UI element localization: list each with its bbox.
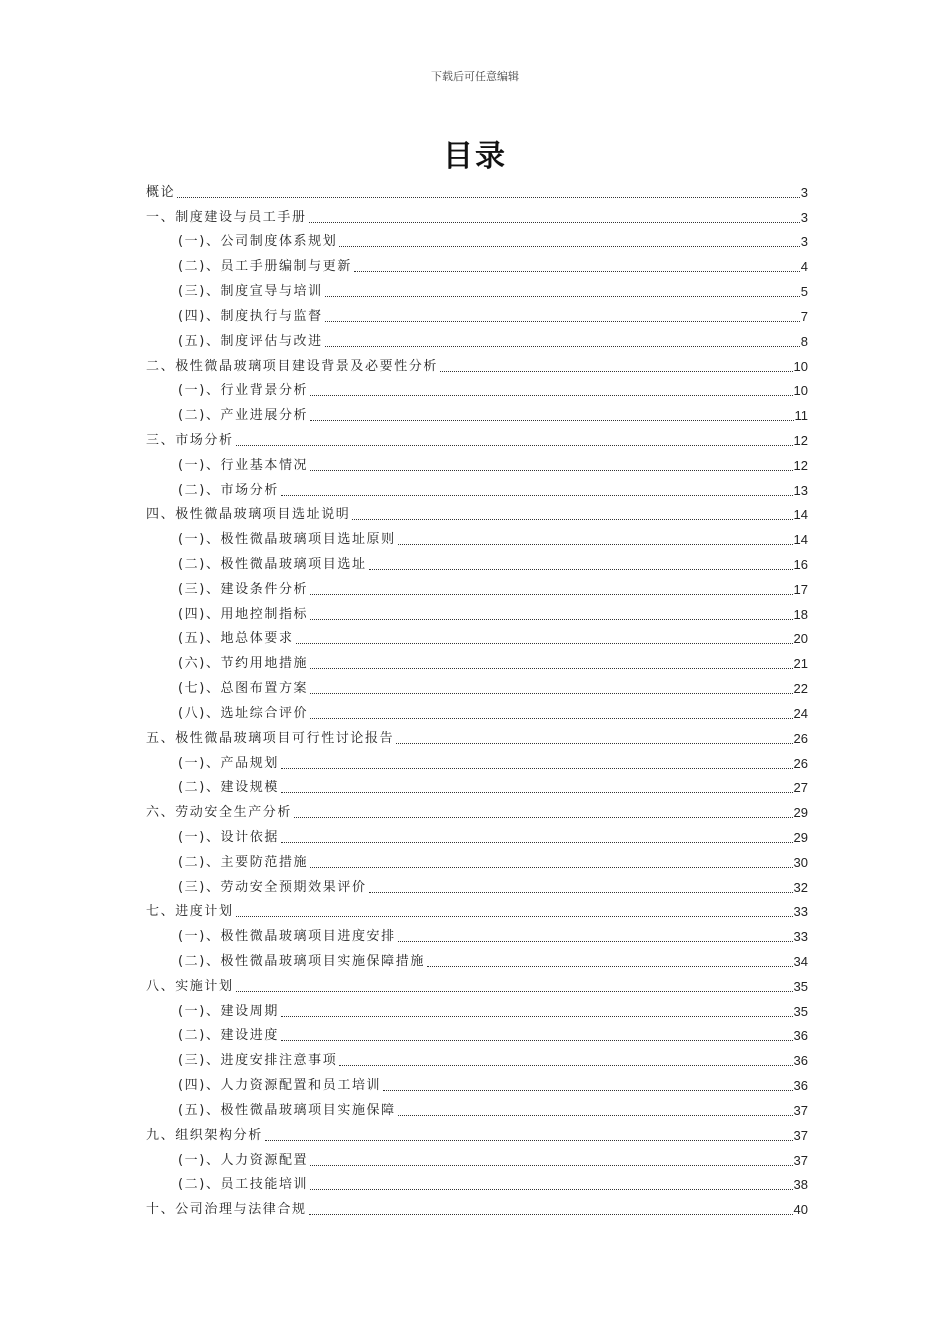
dot-leader xyxy=(310,1165,792,1166)
toc-entry-label: (三)、劳动安全预期效果评价 xyxy=(178,879,367,895)
toc-entry-label: 五、极性微晶玻璃项目可行性讨论报告 xyxy=(146,730,395,746)
toc-subentry[interactable] xyxy=(146,945,808,970)
dot-leader xyxy=(309,222,800,223)
toc-subentry[interactable] xyxy=(146,325,808,350)
toc-subentry[interactable] xyxy=(146,821,808,846)
toc-entry-page-number: 30 xyxy=(793,854,808,870)
toc-entry-label: (一)、极性微晶玻璃项目进度安排 xyxy=(178,929,396,945)
toc-subentry[interactable] xyxy=(146,672,808,697)
toc-entry-label: (二)、市场分析 xyxy=(178,482,279,498)
toc-entry-page-number: 14 xyxy=(793,532,808,548)
toc-entry-label: (四)、用地控制指标 xyxy=(178,606,309,622)
toc-subentry[interactable] xyxy=(146,747,808,772)
toc-entry-label: (五)、制度评估与改进 xyxy=(178,333,323,349)
dot-leader xyxy=(325,321,800,322)
toc-entry[interactable] xyxy=(146,1119,808,1144)
toc-entry-label: (二)、产业进展分析 xyxy=(178,408,309,424)
toc-entry-label: (二)、建设进度 xyxy=(178,1028,279,1044)
toc-subentry[interactable] xyxy=(146,275,808,300)
toc-entry-page-number: 27 xyxy=(793,780,808,796)
toc-entry-label: 一、制度建设与员工手册 xyxy=(146,209,307,225)
toc-entry-page-number: 26 xyxy=(793,755,808,771)
toc-entry-label: (一)、极性微晶玻璃项目选址原则 xyxy=(178,532,396,548)
dot-leader xyxy=(310,693,792,694)
toc-entry-label: (一)、人力资源配置 xyxy=(178,1152,309,1168)
toc-entry-label: (二)、极性微晶玻璃项目选址 xyxy=(178,557,367,572)
dot-leader xyxy=(309,1214,793,1215)
toc-subentry[interactable] xyxy=(146,598,808,623)
toc-subentry[interactable] xyxy=(146,449,808,474)
dot-leader xyxy=(369,569,793,570)
toc-entry-label: 十、公司治理与法律合规 xyxy=(146,1202,307,1218)
dot-leader xyxy=(398,941,793,942)
toc-entry-label: (四)、人力资源配置和员工培训 xyxy=(178,1078,382,1094)
dot-leader xyxy=(354,271,800,272)
toc-entry-label: (三)、制度宣导与培训 xyxy=(178,284,323,300)
toc-entry-page-number: 29 xyxy=(793,829,808,845)
toc-entry-label: 概论 xyxy=(146,184,176,200)
toc-entry[interactable] xyxy=(146,970,808,995)
toc-subentry[interactable] xyxy=(146,1144,808,1169)
dot-leader xyxy=(310,594,792,595)
toc-subentry[interactable] xyxy=(146,375,808,400)
toc-entry-label: (六)、节约用地措施 xyxy=(178,656,309,672)
dot-leader xyxy=(177,197,800,198)
toc-entry-label: (三)、进度安排注意事项 xyxy=(178,1053,338,1069)
toc-subentry[interactable] xyxy=(146,573,808,598)
dot-leader xyxy=(296,643,793,644)
toc-entry-page-number: 18 xyxy=(793,606,808,622)
toc-entry-label: (八)、选址综合评价 xyxy=(178,705,309,721)
toc-entry-label: (四)、制度执行与监督 xyxy=(178,308,323,324)
dot-leader xyxy=(310,867,792,868)
dot-leader xyxy=(339,1065,792,1066)
toc-subentry[interactable] xyxy=(146,623,808,648)
toc-entry-page-number: 3 xyxy=(800,234,808,250)
toc-entry-label: (二)、极性微晶玻璃项目实施保障措施 xyxy=(178,954,425,969)
toc-subentry[interactable] xyxy=(146,647,808,672)
header-note: 下载后可任意编辑 xyxy=(431,70,519,83)
dot-leader xyxy=(281,842,793,843)
toc-subentry[interactable] xyxy=(146,474,808,499)
toc-subentry[interactable] xyxy=(146,548,808,573)
toc-entry-page-number: 20 xyxy=(793,631,808,647)
dot-leader xyxy=(396,743,792,744)
toc-entry-page-number: 29 xyxy=(793,805,808,821)
toc-entry-page-number: 22 xyxy=(793,681,808,697)
toc-entry-page-number: 36 xyxy=(793,1078,808,1094)
dot-leader xyxy=(310,1189,792,1190)
toc-entry-label: (一)、设计依据 xyxy=(178,829,279,845)
toc-entry-page-number: 36 xyxy=(793,1028,808,1044)
dot-leader xyxy=(440,371,793,372)
toc-entry-page-number: 37 xyxy=(793,1127,808,1143)
toc-entry-label: (一)、行业基本情况 xyxy=(178,457,309,473)
toc-subentry[interactable] xyxy=(146,1069,808,1094)
toc-entry-page-number: 33 xyxy=(793,929,808,945)
toc-subentry[interactable] xyxy=(146,1094,808,1119)
toc-entry-label: (二)、建设规模 xyxy=(178,780,279,796)
toc-entry-label: 三、市场分析 xyxy=(146,432,234,448)
toc-entry-label: 九、组织架构分析 xyxy=(146,1127,263,1143)
toc-entry[interactable] xyxy=(146,722,808,747)
toc-entry-label: (五)、极性微晶玻璃项目实施保障 xyxy=(178,1102,396,1118)
toc-subentry[interactable] xyxy=(146,399,808,424)
toc-entry-label: 八、实施计划 xyxy=(146,978,234,994)
toc-entry-page-number: 40 xyxy=(793,1202,808,1218)
dot-leader xyxy=(281,495,793,496)
toc-entry-label: 七、进度计划 xyxy=(146,904,234,920)
toc-entry-label: (一)、公司制度体系规划 xyxy=(178,234,338,250)
toc-entry-page-number: 33 xyxy=(793,904,808,920)
toc-entry[interactable] xyxy=(146,796,808,821)
toc-entry-label: (二)、主要防范措施 xyxy=(178,854,309,870)
toc-entry-label: (一)、产品规划 xyxy=(178,755,279,771)
toc-entry-label: (三)、建设条件分析 xyxy=(178,581,309,597)
toc-entry-page-number: 36 xyxy=(793,1053,808,1069)
toc-entry-page-number: 11 xyxy=(794,408,808,424)
dot-leader xyxy=(310,420,793,421)
toc-entry-page-number: 24 xyxy=(793,705,808,721)
toc-subentry[interactable] xyxy=(146,772,808,797)
toc-entry-label: 二、极性微晶玻璃项目建设背景及必要性分析 xyxy=(146,358,439,374)
dot-leader xyxy=(281,1040,793,1041)
dot-leader xyxy=(310,395,792,396)
toc-entry-page-number: 13 xyxy=(793,482,808,498)
toc-entry-page-number: 14 xyxy=(793,507,808,523)
dot-leader xyxy=(236,916,793,917)
dot-leader xyxy=(310,668,792,669)
toc-entry[interactable] xyxy=(146,1193,808,1218)
toc-entry-label: (七)、总图布置方案 xyxy=(178,681,309,697)
toc-entry-page-number: 37 xyxy=(793,1152,808,1168)
toc-entry-page-number: 37 xyxy=(793,1102,808,1118)
dot-leader xyxy=(383,1090,792,1091)
toc-entry[interactable] xyxy=(146,176,808,201)
dot-leader xyxy=(265,1140,793,1141)
toc-entry-page-number: 35 xyxy=(793,978,808,994)
toc-subentry[interactable] xyxy=(146,920,808,945)
dot-leader xyxy=(281,1016,793,1017)
toc-entry-page-number: 35 xyxy=(793,1003,808,1019)
toc-entry-label: 四、极性微晶玻璃项目选址说明 xyxy=(146,507,351,523)
toc-title: 目录 xyxy=(443,139,507,174)
toc-entry-page-number: 26 xyxy=(793,730,808,746)
toc-entry-label: (五)、地总体要求 xyxy=(178,631,294,647)
dot-leader xyxy=(236,991,793,992)
dot-leader xyxy=(281,768,793,769)
dot-leader xyxy=(310,718,792,719)
toc-entry-page-number: 17 xyxy=(793,581,808,597)
toc-subentry[interactable] xyxy=(146,1044,808,1069)
toc-entry-page-number: 8 xyxy=(800,333,808,349)
toc-entry-page-number: 12 xyxy=(793,432,808,448)
toc-entry-page-number: 32 xyxy=(793,879,808,895)
dot-leader xyxy=(352,519,792,520)
table-of-contents xyxy=(146,176,808,1218)
dot-leader xyxy=(325,296,800,297)
toc-entry-page-number: 10 xyxy=(793,383,808,399)
dot-leader xyxy=(398,544,793,545)
toc-entry-page-number: 3 xyxy=(800,209,808,225)
toc-subentry[interactable] xyxy=(146,523,808,548)
toc-entry-page-number: 12 xyxy=(793,457,808,473)
dot-leader xyxy=(236,445,793,446)
dot-leader xyxy=(310,619,792,620)
toc-subentry[interactable] xyxy=(146,1169,808,1194)
toc-entry-page-number: 3 xyxy=(800,184,808,200)
toc-entry-page-number: 10 xyxy=(793,358,808,374)
dot-leader xyxy=(294,817,793,818)
toc-entry[interactable] xyxy=(146,350,808,375)
toc-subentry[interactable] xyxy=(146,871,808,896)
toc-entry-page-number: 34 xyxy=(793,954,808,969)
dot-leader xyxy=(369,892,793,893)
dot-leader xyxy=(427,966,793,967)
toc-entry[interactable] xyxy=(146,499,808,524)
dot-leader xyxy=(398,1115,793,1116)
toc-subentry[interactable] xyxy=(146,995,808,1020)
toc-entry-page-number: 38 xyxy=(793,1177,808,1193)
toc-entry-page-number: 21 xyxy=(793,656,808,672)
toc-entry-page-number: 5 xyxy=(800,284,808,300)
toc-entry-label: (二)、员工手册编制与更新 xyxy=(178,259,352,275)
toc-subentry[interactable] xyxy=(146,300,808,325)
toc-entry-page-number: 4 xyxy=(800,259,808,275)
dot-leader xyxy=(310,470,792,471)
toc-entry-label: (一)、建设周期 xyxy=(178,1003,279,1019)
toc-entry-label: (二)、员工技能培训 xyxy=(178,1177,309,1193)
toc-entry-page-number: 16 xyxy=(793,557,808,572)
toc-subentry[interactable] xyxy=(146,250,808,275)
toc-entry-page-number: 7 xyxy=(800,308,808,324)
dot-leader xyxy=(339,246,799,247)
toc-subentry[interactable] xyxy=(146,226,808,251)
toc-subentry[interactable] xyxy=(146,1020,808,1045)
dot-leader xyxy=(281,792,793,793)
toc-subentry[interactable] xyxy=(146,846,808,871)
toc-subentry[interactable] xyxy=(146,697,808,722)
toc-entry-label: (一)、行业背景分析 xyxy=(178,383,309,399)
dot-leader xyxy=(325,346,800,347)
toc-entry[interactable] xyxy=(146,896,808,921)
toc-entry[interactable] xyxy=(146,201,808,226)
toc-entry-label: 六、劳动安全生产分析 xyxy=(146,805,293,821)
toc-entry[interactable] xyxy=(146,424,808,449)
